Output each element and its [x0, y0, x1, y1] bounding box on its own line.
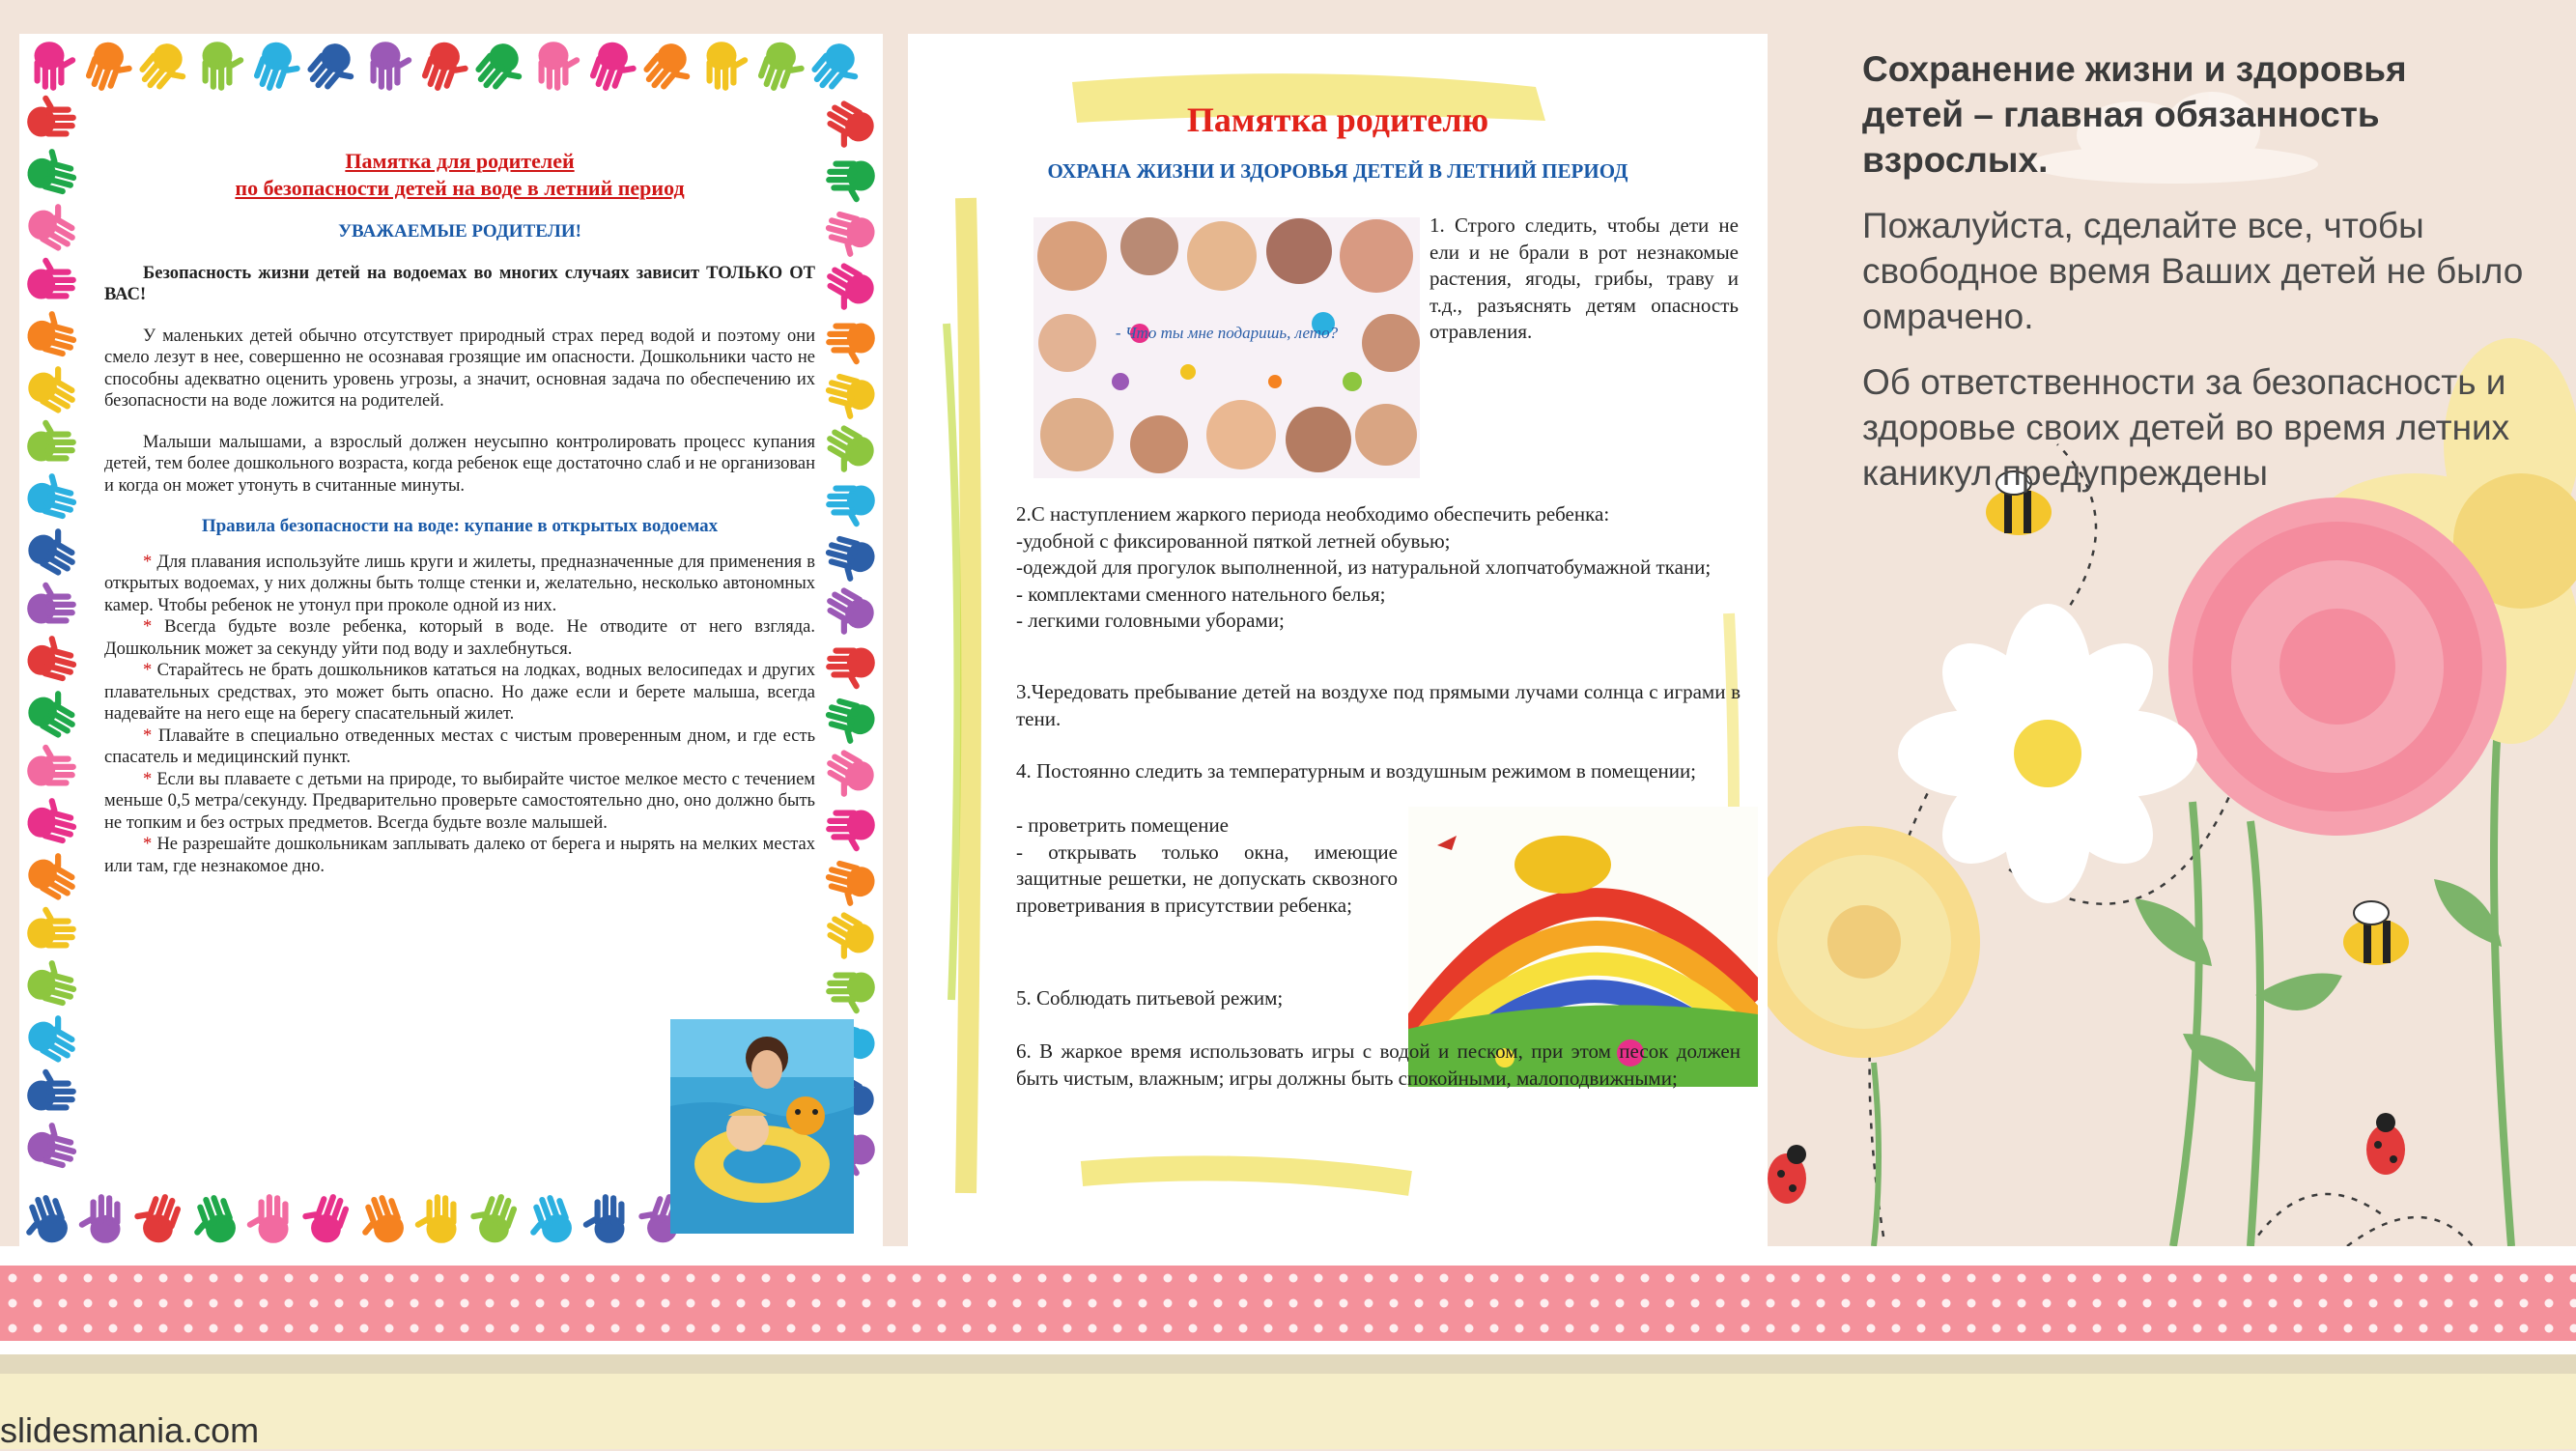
memo-item-2	[1016, 501, 1741, 635]
memo-item-6	[1016, 1038, 1741, 1092]
memo-item-1: 1. Строго следить, чтобы дети не ели и не брали в рот незнакомые растения, ягоды, грибы, траву и т.д., разъяснять детям опасность отравления.	[1430, 213, 1739, 343]
yellow-flower-left	[1768, 826, 1980, 1058]
memo-item-5: 5. Соблюдать питьевой режим;	[1016, 986, 1284, 1010]
rule-text: Плавайте в специально отведенных местах с чистым проверенным дном, и где есть спасатель и медицинский пункт.	[104, 726, 816, 767]
collage-caption: - Что ты мне подаришь, лето?	[1115, 324, 1339, 342]
rule-text: Не разрешайте дошкольникам заплывать далеко от берега и нырять на мелких местах или там, где незнакомое дно.	[104, 835, 815, 876]
memo-item-4-line: - проветрить помещение	[1016, 813, 1230, 837]
rule-text: Для плавания используйте лишь круги и жилеты, предназначенные для применения в открытых водоемах, у них должны быть толще стенки и, желательно, несколько автономных камер. Чтобы ребенок не утонул при проколе одной из них.	[104, 552, 815, 615]
middle-memo-title: Памятка родителю	[1186, 100, 1489, 139]
flower-decoration	[1768, 0, 2576, 1256]
polka-dots	[0, 1266, 2576, 1341]
rule-item: * Всегда будьте возле ребенка, который в воде. Не отводите от него взгляда. Дошкольник может за секунду уйти под воду и захлебнуться.	[104, 617, 815, 659]
brand-link[interactable]: slidesmania.com	[0, 1410, 260, 1450]
left-title-line2: по безопасности детей на воде в летний период	[235, 176, 685, 200]
rule-item: * Для плавания используйте лишь круги и жилеты, предназначенные для применения в открытых водоемах, у них должны быть толще стенки и, желательно, несколько автономных камер. Чтобы ребенок не утонул при проколе одной из них.	[104, 552, 815, 615]
left-greeting: УВАЖАЕМЫЕ РОДИТЕЛИ!	[338, 221, 581, 242]
rule-item: * Старайтесь не брать дошкольников кататься на лодках, водных велосипедах и других плавательных средствах, это может быть опасно. Но даже если и берете малыша, всегда надевайте на него еще на берегу спасательный жилет.	[104, 661, 815, 724]
slide-body-2: Об ответственности за безопасность и здоровье своих детей во время летних каникул предупреждены	[1862, 362, 2510, 493]
memo-item-4-line: - открывать только окна, имеющие защитные решетки, не допускать сквозного проветривания в присутствии ребенка;	[1016, 839, 1398, 917]
left-memo-page	[19, 34, 883, 1251]
memo-item-3: 3.Чередовать пребывание детей на воздухе под прямыми лучами солнца с играми в тени.	[1016, 680, 1741, 730]
rule-item: * Если вы плаваете с детьми на природе, то выбирайте чистое мелкое место с течением меньше 0,5 метра/секунду. Предварительно проверьте самостоятельно дно, оно должно быть не топким и без острых предметов. Всегда будьте возле малышей.	[104, 769, 815, 833]
rule-text: Если вы плаваете с детьми на природе, то выбирайте чистое мелкое место с течением меньше 0,5 метра/секунду. Предварительно проверьте самостоятельно дно, оно должно быть не топким и без острых предметов. Всегда будьте возле малышей.	[104, 769, 815, 833]
pink-flower	[2168, 498, 2506, 836]
cream-footer	[0, 1374, 2576, 1449]
rule-text: Старайтесь не брать дошкольников кататься на лодках, водных велосипедах и других плавательных средствах, это может быть опасно. Но даже если и берете малыша, всегда надевайте на него еще на берегу спасательный жилет.	[104, 661, 815, 724]
middle-memo-subtitle: ОХРАНА ЖИЗНИ И ЗДОРОВЬЯ ДЕТЕЙ В ЛЕТНИЙ ПЕРИОД	[1047, 159, 1628, 183]
ladybug-icon	[2366, 1113, 2405, 1175]
left-para2: Малыши малышами, а взрослый должен неусыпно контролировать процесс купания детей, тем более дошкольного возраста, когда ребенок еще достаточно слаб и не организован и когда он может утонуть в считанные минуты.	[104, 432, 815, 496]
middle-memo-page	[908, 34, 1768, 1251]
hand-print-icon	[524, 36, 583, 96]
memo-item-2-line: -удобной с фиксированной пяткой летней обувью;	[1016, 528, 1451, 553]
hand-print-icon	[19, 36, 79, 96]
memo-item-4-lines	[1016, 812, 1398, 919]
hand-print-icon	[355, 36, 415, 96]
hand-print-icon	[411, 1189, 471, 1249]
hand-print-icon	[692, 36, 751, 96]
hand-print-icon	[243, 1189, 303, 1249]
bee-icon	[2343, 901, 2409, 965]
memo-item-2-line: - легкими головными уборами;	[1016, 609, 1285, 632]
memo-item-2-line: -одеждой для прогулок выполненной, из натуральной хлопчатобумажной ткани;	[1016, 555, 1712, 579]
ladybug-icon	[1768, 1145, 1806, 1204]
white-strip	[0, 1246, 2576, 1266]
left-para1: У маленьких детей обычно отсутствует природный страх перед водой и поэтому они смело лезут в нее, совершенно не осознавая грозящие им опасности. Дошкольники часто не способны адекватно оценить уровень угрозы, а значит, основная задача по обеспечению их безопасности на воде ложится на родителей.	[104, 326, 815, 411]
children-collage	[1033, 217, 1420, 478]
hand-print-icon	[580, 1189, 639, 1249]
left-memo-text	[104, 148, 815, 877]
white-strip	[0, 1341, 2576, 1354]
rule-item: * Не разрешайте дошкольникам заплывать далеко от берега и нырять на мелких местах или там, где незнакомое дно.	[104, 835, 815, 876]
left-bold-intro: Безопасность жизни детей на водоемах во многих случаях зависит ТОЛЬКО ОТ ВАС!	[104, 263, 815, 304]
pool-photo	[670, 1019, 854, 1234]
left-title-line1: Памятка для родителей	[345, 149, 575, 173]
hand-print-icon	[75, 1189, 135, 1249]
slide-body-1: Пожалуйста, сделайте все, чтобы свободное время Ваших детей не было омрачено.	[1862, 206, 2524, 336]
left-rules-title: Правила безопасности на воде: купание в открытых водоемах	[201, 516, 719, 536]
hand-print-icon	[187, 36, 247, 96]
polka-dot-ribbon	[0, 1266, 2576, 1341]
memo-item-2-heading: 2.С наступлением жаркого периода необходимо обеспечить ребенка:	[1016, 502, 1610, 526]
left-memo-title	[104, 148, 815, 202]
memo-item-2-line: - комплектами сменного нательного белья;	[1016, 582, 1386, 606]
slide-heading: Сохранение жизни и здоровья детей – главная обязанность взрослых.	[1862, 49, 2407, 180]
rule-text: Всегда будьте возле ребенка, который в воде. Не отводите от него взгляда. Дошкольник может за секунду уйти под воду и захлебнуться.	[104, 617, 815, 659]
memo-item-6-text: 6. В жаркое время использовать игры с водой и песком, при этом песок должен быть чистым, влажным; игры должны быть спокойными, малоподвижными;	[1016, 1039, 1741, 1090]
rule-item: * Плавайте в специально отведенных местах с чистым проверенным дном, и где есть спасатель и медицинский пункт.	[104, 726, 816, 767]
memo-item-4: 4. Постоянно следить за температурным и воздушным режимом в помещении;	[1016, 759, 1697, 782]
tan-strip	[0, 1354, 2576, 1374]
